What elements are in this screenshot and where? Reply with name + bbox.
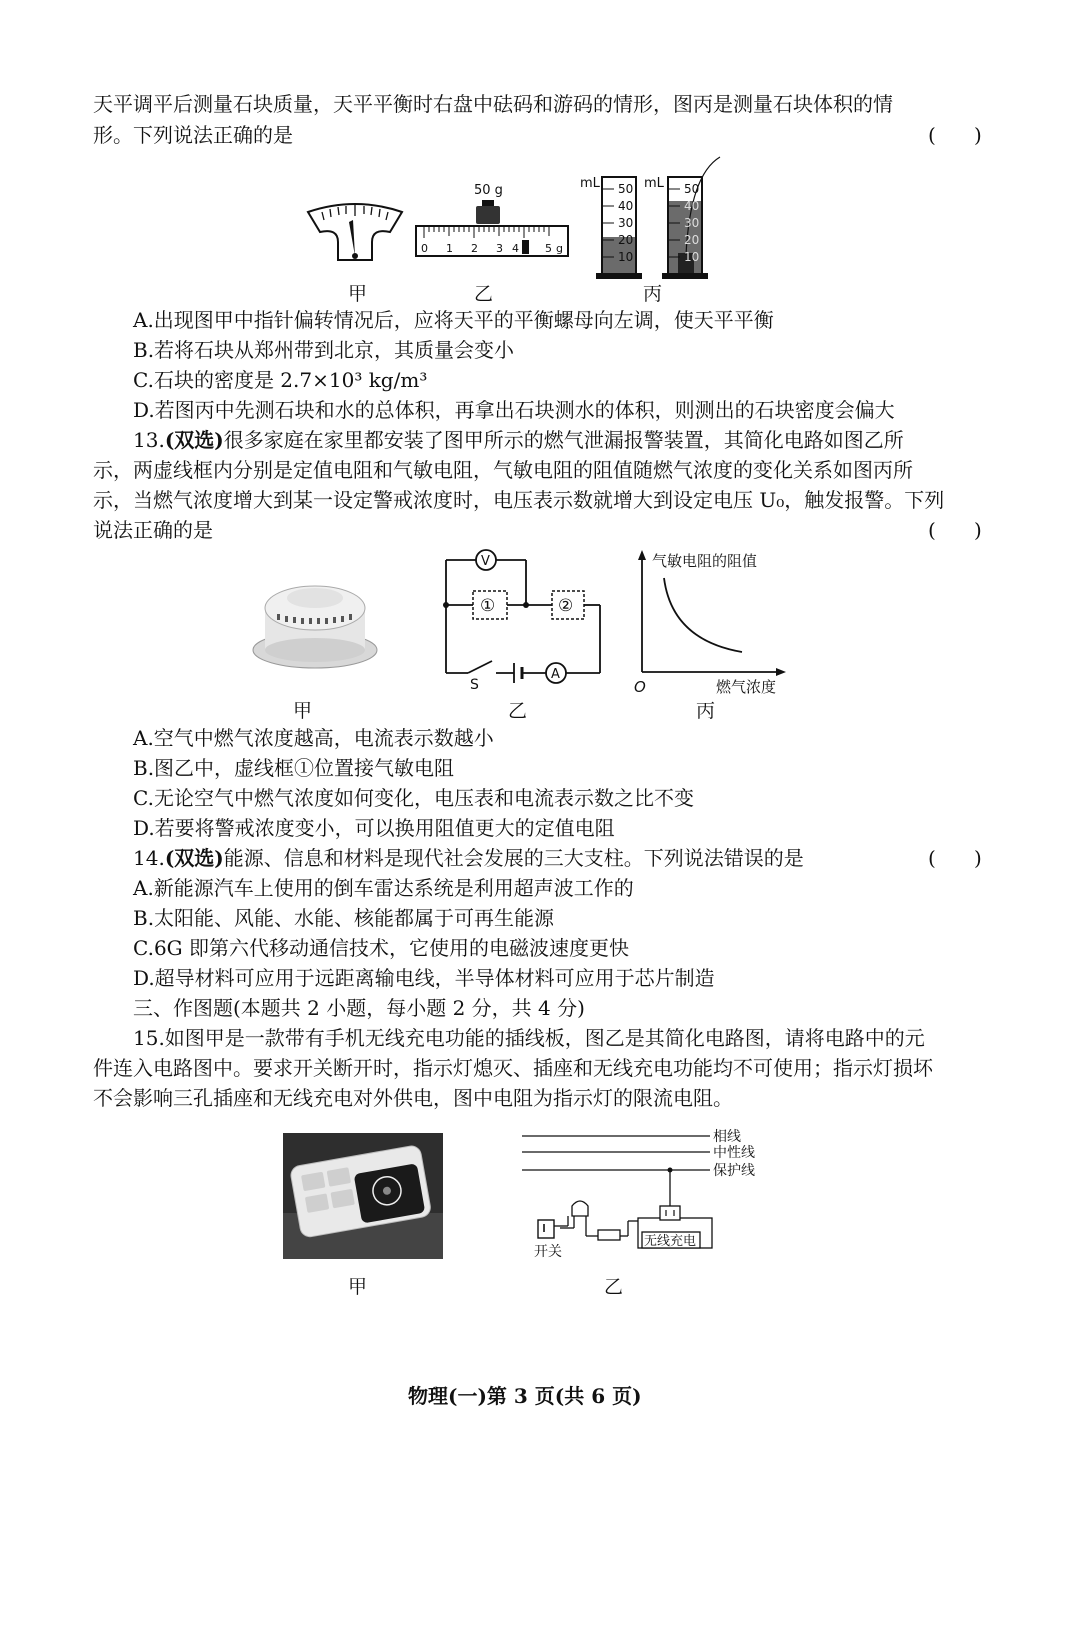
q13-option-b: B.图乙中，虚线框①位置接气敏电阻 xyxy=(133,756,455,780)
cyl2-tick-50: 50 xyxy=(684,182,700,196)
q13-number: 13. xyxy=(133,428,165,452)
box2-label: ② xyxy=(558,596,574,616)
ammeter-label: A xyxy=(551,667,560,682)
q14-answer-bracket: ( ) xyxy=(928,846,982,870)
balance-dial-figure xyxy=(300,198,410,283)
box1-label: ① xyxy=(480,596,496,616)
q12-caption-yi: 乙 xyxy=(474,283,494,305)
q14-option-a: A.新能源汽车上使用的倒车雷达系统是利用超声波工作的 xyxy=(133,876,634,900)
wire-neutral-label: 中性线 xyxy=(713,1145,755,1161)
q12-answer-bracket: ( ) xyxy=(928,123,982,147)
q13-tag: (双选) xyxy=(164,428,224,452)
q13-caption-bing: 丙 xyxy=(696,700,716,722)
q14-number: 14. xyxy=(133,846,165,870)
q14-stem xyxy=(133,844,804,872)
charger-label: 无线充电 xyxy=(644,1234,697,1249)
q12-stem-line2: 形。下列说法正确的是 xyxy=(93,123,293,147)
q14-tag: (双选) xyxy=(164,846,224,870)
q15-line3: 不会影响三孔插座和无线充电对外供电，图中电阻为指示灯的限流电阻。 xyxy=(93,1086,733,1110)
q13-stem-line2: 示，两虚线框内分别是定值电阻和气敏电阻，气敏电阻的阻值随燃气浓度的变化关系如图丙所 xyxy=(93,458,913,482)
q14-option-d: D.超导材料可应用于远距离输电线，半导体材料可应用于芯片制造 xyxy=(133,966,715,990)
q12-caption-bing: 丙 xyxy=(643,283,663,305)
resistance-concentration-graph xyxy=(632,548,802,698)
q13-stem-line3: 示，当燃气浓度增大到某一设定警戒浓度时，电压表示数就增大到设定电压 U₀，触发报警。下列 xyxy=(93,488,945,512)
q13-stem-line1-text: 很多家庭在家里都安装了图甲所示的燃气泄漏报警装置，其简化电路如图乙所 xyxy=(223,428,904,452)
origin-label: O xyxy=(634,678,646,696)
cyl1-tick-40: 40 xyxy=(618,199,634,213)
wire-live-label: 相线 xyxy=(713,1129,741,1145)
section3-title: 三、作图题(本题共 2 小题，每小题 2 分，共 4 分) xyxy=(133,996,585,1020)
cyl2-tick-20: 20 xyxy=(684,233,700,247)
q13-stem-line1 xyxy=(133,426,904,454)
wiring-diagram-figure xyxy=(520,1126,770,1261)
q12-option-a: A.出现图甲中指针偏转情况后，应将天平的平衡螺母向左调，使天平平衡 xyxy=(133,308,774,332)
cyl2-tick-30: 30 xyxy=(684,216,700,230)
q13-caption-yi: 乙 xyxy=(508,700,528,722)
weight-and-scale-figure xyxy=(412,180,572,260)
x-axis-label: 燃气浓度 xyxy=(716,678,777,696)
scale-tick-5: 5 xyxy=(545,242,552,255)
scale-tick-4: 4 xyxy=(512,242,519,255)
voltmeter-label: V xyxy=(481,554,490,569)
scale-tick-2: 2 xyxy=(471,242,478,255)
q12-option-b: B.若将石块从郑州带到北京，其质量会变小 xyxy=(133,338,515,362)
q13-option-a: A.空气中燃气浓度越高，电流表示数越小 xyxy=(133,726,494,750)
cylinder1-unit: mL xyxy=(580,176,600,191)
weight-label: 50 g xyxy=(474,183,503,198)
wire-ground-label: 保护线 xyxy=(713,1163,755,1179)
q12-caption-jia: 甲 xyxy=(348,283,368,305)
cyl1-tick-10: 10 xyxy=(618,250,634,264)
q13-option-c: C.无论空气中燃气浓度如何变化，电压表和电流表示数之比不变 xyxy=(133,786,694,810)
scale-tick-unit: g xyxy=(556,242,563,255)
q12-option-c: C.石块的密度是 2.7×10³ kg/m³ xyxy=(133,368,428,392)
q13-answer-bracket: ( ) xyxy=(928,518,982,542)
q14-option-b: B.太阳能、风能、水能、核能都属于可再生能源 xyxy=(133,906,555,930)
page-footer: 物理(一)第 3 页(共 6 页) xyxy=(408,1384,642,1408)
graduated-cylinders-figure xyxy=(580,155,740,285)
gas-alarm-circuit-figure xyxy=(440,545,610,693)
cyl1-tick-50: 50 xyxy=(618,182,634,196)
power-strip-photo xyxy=(283,1133,443,1259)
cyl1-tick-20: 20 xyxy=(618,233,634,247)
q13-stem-line4: 说法正确的是 xyxy=(93,518,213,542)
gas-alarm-device-figure xyxy=(245,568,385,678)
q15-line2: 件连入电路图中。要求开关断开时，指示灯熄灭、插座和无线充电功能均不可使用；指示灯损坏 xyxy=(93,1056,933,1080)
scale-tick-3: 3 xyxy=(496,242,503,255)
q14-stem-text: 能源、信息和材料是现代社会发展的三大支柱。下列说法错误的是 xyxy=(223,846,804,870)
q12-stem-line1: 天平调平后测量石块质量，天平平衡时右盘中砝码和游码的情形，图丙是测量石块体积的情 xyxy=(93,92,893,116)
cylinder2-unit: mL xyxy=(644,176,664,191)
q15-caption-yi: 乙 xyxy=(604,1276,624,1298)
q13-caption-jia: 甲 xyxy=(293,700,313,722)
switch-label: S xyxy=(470,677,479,693)
switch-label-q15: 开关 xyxy=(534,1244,562,1260)
cyl2-tick-10: 10 xyxy=(684,250,700,264)
q15-line1: 15.如图甲是一款带有手机无线充电功能的插线板，图乙是其简化电路图，请将电路中的元 xyxy=(133,1026,925,1050)
q12-option-d: D.若图丙中先测石块和水的总体积，再拿出石块测水的体积，则测出的石块密度会偏大 xyxy=(133,398,895,422)
y-axis-label: 气敏电阻的阻值 xyxy=(652,552,758,570)
q13-option-d: D.若要将警戒浓度变小，可以换用阻值更大的定值电阻 xyxy=(133,816,615,840)
q15-caption-jia: 甲 xyxy=(348,1276,368,1298)
q14-option-c: C.6G 即第六代移动通信技术，它使用的电磁波速度更快 xyxy=(133,936,630,960)
scale-tick-0: 0 xyxy=(421,242,428,255)
scale-tick-1: 1 xyxy=(446,242,453,255)
cyl1-tick-30: 30 xyxy=(618,216,634,230)
cyl2-tick-40: 40 xyxy=(684,199,700,213)
